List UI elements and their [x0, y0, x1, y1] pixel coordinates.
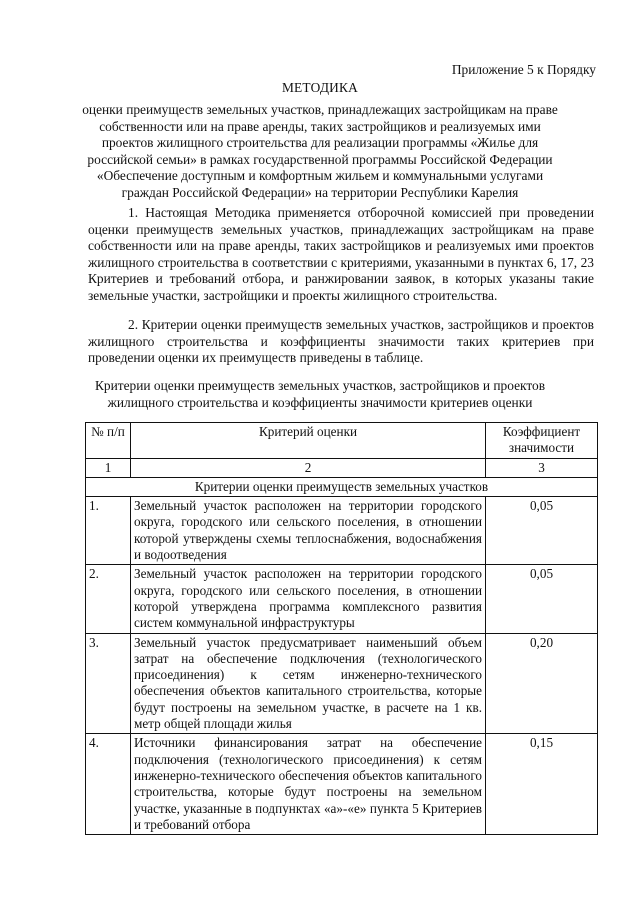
table-row [86, 633, 598, 734]
header-number: № п/п [86, 423, 131, 459]
row-coefficient: 0,05 [486, 497, 598, 565]
row-coefficient: 0,20 [486, 633, 598, 734]
criteria-table [85, 422, 598, 835]
document-title: МЕТОДИКА [281, 80, 359, 95]
appendix-label: Приложение 5 к Порядку [451, 62, 596, 77]
table-row [86, 565, 598, 633]
document-subtitle: оценки преимуществ земельных участков, принадлежащих застройщикам на праве собственности или на праве аренды, таких застройщиков и реализуемых ими проектов жилищного строительства для реализации программы «Жилье для российской семьи» в рамках государственной программы Российской Федерации «Обеспечение доступным и комфортным жильем и коммунальными услугами граждан Российской Федерации» на территории Республики Карелия [82, 102, 558, 200]
paragraph-2: 2. Критерии оценки преимуществ земельных участков, застройщиков и проектов жилищного строительства и коэффициенты значимости таких критериев при проведении оценки их преимуществ приведены в таблице. [88, 317, 594, 365]
row-number: 2. [86, 565, 131, 633]
header-criterion: Критерий оценки [131, 423, 486, 459]
row-coefficient: 0,05 [486, 565, 598, 633]
table-row [86, 734, 598, 835]
paragraph-1: 1. Настоящая Методика применяется отборочной комиссией при проведении оценки преимуществ земельных участков, принадлежащих застройщикам на праве собственности или на праве аренды, таких застройщиков и реализуемых ими проектов жилищного строительства в соответствии с критериями, указанными в пунктах 6, 17, 23 Критериев и требований отбора, и ранжировании заявок, в которых указаны такие земельные участки, застройщики и проекты жилищного строительства. [88, 205, 594, 303]
row-criterion: Земельный участок расположен на территории городского округа, городского или сельского поселения, в отношении которой утверждена программа комплексного развития систем коммунальной инфраструктуры [131, 565, 486, 633]
column-number-row [86, 458, 598, 477]
table-header-row [86, 423, 598, 459]
row-criterion: Земельный участок предусматривает наименьший объем затрат на обеспечение подключения (технологического присоединения) к сетям инженерно-технического обеспечения объектов капитального строительства, которые будут построены на земельном участке, в расчете на 1 кв. метр общей площади жилья [131, 633, 486, 734]
column-number: 1 [86, 458, 131, 477]
row-criterion: Земельный участок расположен на территории городского округа, городского или сельского поселения, в отношении которой утверждены схемы теплоснабжения, водоснабжения и водоотведения [131, 497, 486, 565]
row-coefficient: 0,15 [486, 734, 598, 835]
row-criterion: Источники финансирования затрат на обеспечение подключения (технологического присоединения) к сетям инженерно-технического обеспечения объектов капитального строительства, которые будут построены на земельном участке, указанные в подпунктах «а»-«е» пункта 5 Критериев и требований отбора [131, 734, 486, 835]
column-number: 3 [486, 458, 598, 477]
header-coefficient: Коэффициент значимости [486, 423, 598, 459]
table-title: Критерии оценки преимуществ земельных участков, застройщиков и проектов жилищного строительства и коэффициенты значимости критериев оценки [94, 378, 546, 410]
section-heading: Критерии оценки преимуществ земельных участков [86, 477, 598, 496]
row-number: 4. [86, 734, 131, 835]
section-row [86, 477, 598, 496]
row-number: 1. [86, 497, 131, 565]
column-number: 2 [131, 458, 486, 477]
row-number: 3. [86, 633, 131, 734]
table-row [86, 497, 598, 565]
